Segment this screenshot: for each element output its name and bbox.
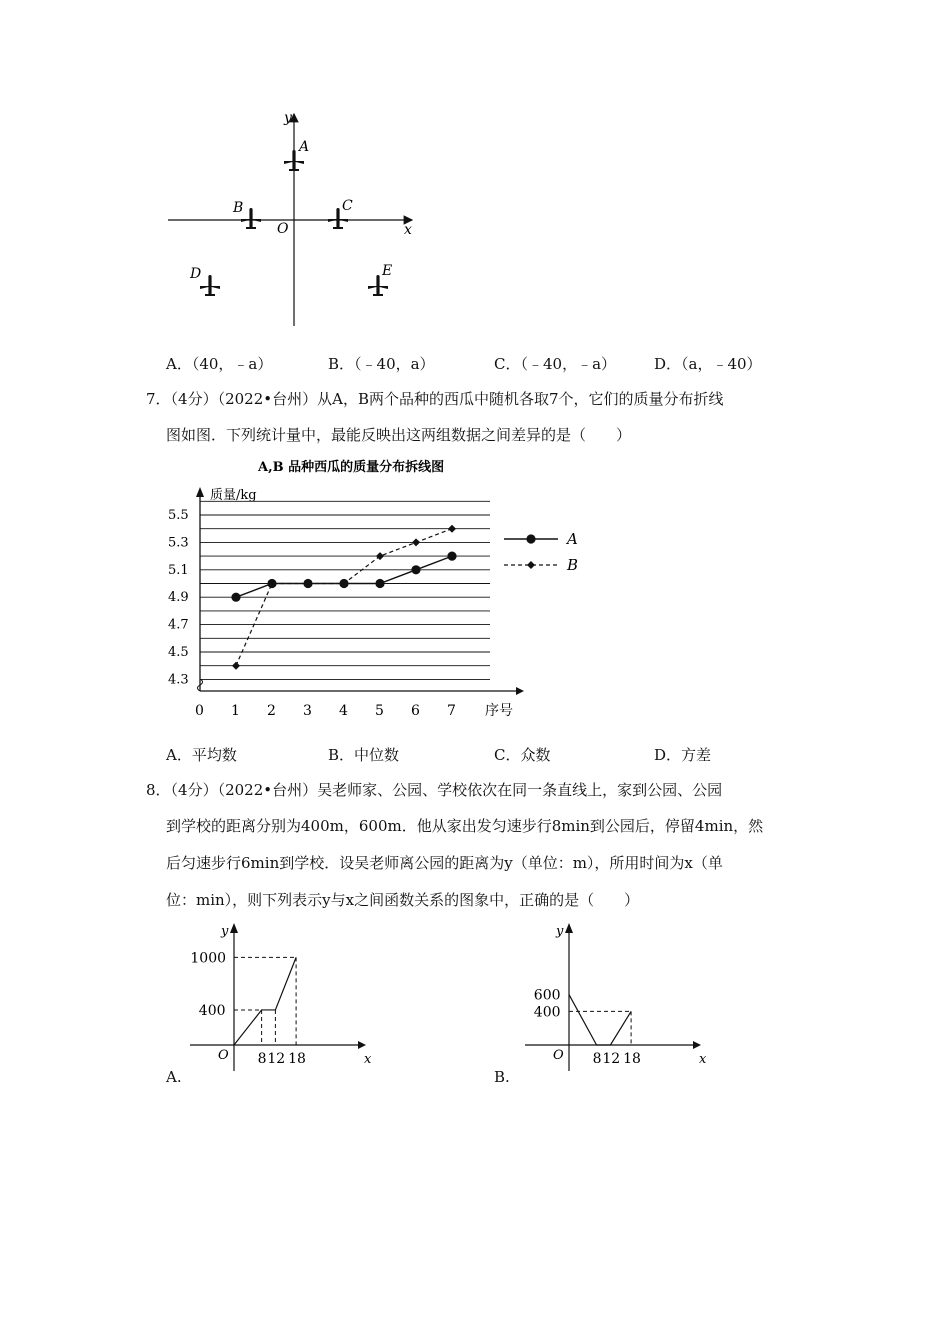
option-text: （﹣40，a） [354, 355, 435, 373]
option-text: 方差 [681, 746, 712, 764]
origin-label: O [218, 1048, 229, 1063]
y-axis-arrow [230, 923, 238, 933]
y-tick-label: 5.3 [168, 535, 189, 551]
data-point-a [447, 552, 456, 561]
q6-y-label: y [284, 110, 292, 126]
q7-option-b[interactable] [328, 744, 399, 765]
x-tick-label: 0 [195, 703, 204, 719]
option-letter: C． [494, 355, 521, 373]
y-tick-label: 5.5 [168, 508, 189, 523]
q8-stem-line-3: 后匀速步行6min到学校．设吴老师离公园的距离为y（单位：m），所用时间为x（单 [166, 854, 723, 872]
q6-figure [160, 108, 420, 338]
function-line [569, 995, 631, 1045]
y-tick-label: 400 [198, 1002, 226, 1019]
x-tick-label: 4 [339, 703, 348, 719]
legend-marker-a [526, 534, 535, 543]
q8-option-b[interactable]: B. [494, 1068, 510, 1086]
q6-point-a: A [299, 139, 310, 155]
airplane-icon [200, 275, 220, 296]
q6-option-c[interactable] [494, 353, 616, 374]
y-axis-label: y [221, 924, 229, 939]
y-tick-label: 4.3 [168, 672, 189, 688]
y-axis-arrow [565, 923, 573, 933]
y-axis-label: y [556, 924, 564, 939]
data-point-a [411, 565, 420, 574]
q6-point-b: B [233, 200, 244, 216]
series-line-a [236, 556, 452, 597]
x-tick-label: 5 [375, 703, 384, 719]
q8-stem-line-1: 8．（4分）（2022•台州）吴老师家、公园、学校依次在同一条直线上，家到公园、公园 [146, 781, 723, 799]
data-point-b [232, 662, 240, 670]
x-tick-label: 12 [267, 1051, 286, 1067]
option-text: （40，﹣a） [191, 355, 273, 373]
option-letter: D． [654, 355, 682, 373]
chart-grid [200, 501, 490, 679]
x-axis-arrow [516, 687, 524, 695]
x-tick-label: 1 [231, 703, 240, 719]
x-tick-label: 18 [288, 1051, 306, 1067]
option-text: 众数 [520, 746, 551, 764]
legend-marker-b [527, 561, 535, 569]
q7-stem-line-1: 7．（4分）（2022•台州）从A，B两个品种的西瓜中随机各取7个，它们的质量分布折线 [146, 390, 724, 408]
y-tick-label: 600 [533, 987, 561, 1004]
q8-graph-b [515, 915, 715, 1075]
x-tick-label: 2 [267, 703, 276, 719]
origin-label: O [553, 1048, 564, 1063]
x-axis-label: x [699, 1052, 707, 1067]
x-tick-label: 6 [411, 703, 420, 719]
option-letter: B． [328, 746, 355, 764]
x-tick-label: 3 [303, 703, 312, 719]
q6-x-label: x [404, 222, 412, 238]
x-axis-label: x [364, 1052, 372, 1067]
q6-option-d[interactable] [654, 353, 762, 374]
q8-stem-line-2: 到学校的距离分别为400m，600m．他从家出发匀速步行8min到公园后，停留4min，然 [166, 817, 764, 835]
option-letter: D． [654, 746, 682, 764]
y-axis-arrow [196, 487, 204, 497]
y-tick-label: 4.5 [168, 645, 189, 660]
airplane-icon [241, 208, 261, 229]
data-point-b [448, 525, 456, 533]
y-tick-label: 1000 [190, 950, 227, 967]
y-tick-label: 400 [533, 1004, 561, 1021]
q7-stem-line-2: 图如图．下列统计量中，最能反映出这两组数据之间差异的是（ ） [166, 426, 632, 444]
q6-option-a[interactable] [166, 353, 272, 374]
y-tick-label: 4.9 [168, 590, 189, 606]
q8-stem-line-4: 位：min），则下列表示y与x之间函数关系的图象中，正确的是（ ） [166, 891, 640, 909]
x-tick-label: 12 [602, 1051, 621, 1067]
q8-graph-a [180, 915, 380, 1075]
q6-option-b[interactable] [328, 353, 435, 374]
chart-title: A,B 品种西瓜的质量分布拆线图 [258, 460, 445, 475]
q7-option-a[interactable] [166, 744, 237, 765]
data-point-a [375, 579, 384, 588]
x-axis-arrow [693, 1041, 701, 1049]
data-point-b [412, 538, 420, 546]
q8-option-a[interactable]: A. [166, 1068, 182, 1086]
option-letter: C． [494, 746, 521, 764]
data-point-a [267, 579, 276, 588]
data-point-a [339, 579, 348, 588]
q7-line-chart [160, 455, 600, 725]
chart-x-label: 序号 [485, 703, 513, 719]
x-tick-label: 8 [257, 1051, 267, 1067]
q7-option-c[interactable] [494, 744, 551, 765]
x-tick-label: 18 [623, 1051, 641, 1067]
legend-label-a: A [567, 530, 578, 548]
option-text: （a，﹣40） [681, 355, 762, 373]
y-tick-label: 5.1 [168, 562, 189, 578]
chart-y-label: 质量/kg [210, 488, 257, 503]
q6-origin-label: O [277, 221, 289, 237]
option-letter: A． [166, 355, 192, 373]
chart-legend [504, 530, 578, 574]
data-point-a [231, 593, 240, 602]
x-tick-label: 7 [447, 703, 456, 719]
option-text: 中位数 [354, 746, 400, 764]
q7-option-d[interactable] [654, 744, 711, 765]
option-text: 平均数 [191, 746, 237, 764]
legend-label-b: B [567, 556, 579, 574]
chart-axes [196, 487, 524, 695]
x-axis-arrow [358, 1041, 366, 1049]
q6-point-c: C [342, 198, 353, 214]
x-tick-label: 8 [592, 1051, 602, 1067]
data-point-a [303, 579, 312, 588]
option-text: （﹣40，﹣a） [520, 355, 617, 373]
function-line [234, 957, 296, 1045]
q6-point-d: D [190, 266, 202, 282]
y-tick-label: 4.7 [168, 617, 189, 633]
option-letter: B． [328, 355, 355, 373]
chart-ticks [168, 508, 456, 719]
option-letter: A． [166, 746, 192, 764]
q6-point-e: E [382, 263, 393, 279]
